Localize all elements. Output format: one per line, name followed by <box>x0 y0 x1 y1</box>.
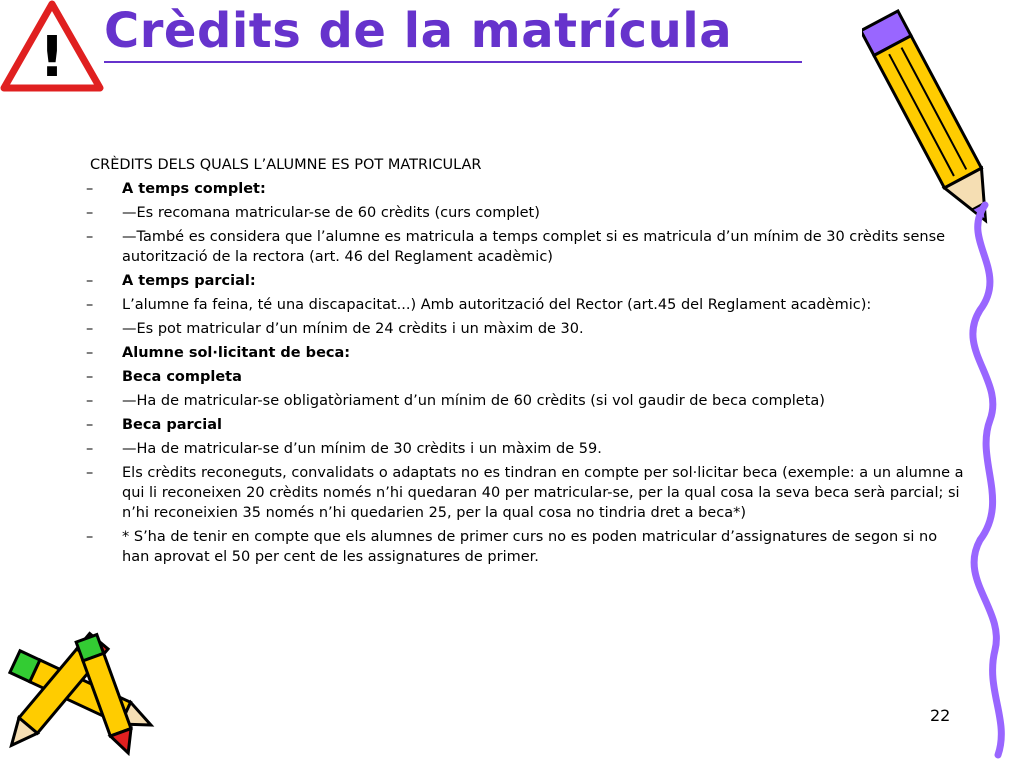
bullet-item <box>86 463 966 523</box>
bullet-text: —També es considera que l’alumne es matricula a temps complet si es matricula d’un mínim de 30 crèdits sense autorització de la rectora (art. 46 del Reglament acadèmic) <box>122 229 946 265</box>
bullet-text: A temps parcial: <box>122 273 256 289</box>
bullet-item <box>86 343 966 363</box>
bullet-text: Beca completa <box>122 369 242 385</box>
bullet-item <box>86 271 966 291</box>
dash-marker: – <box>86 369 94 385</box>
content-heading: CRÈDITS DELS QUALS L’ALUMNE ES POT MATRICULAR <box>90 157 482 173</box>
bullet-item <box>86 203 966 223</box>
bullet-item <box>86 179 966 199</box>
dash-marker: – <box>86 273 94 289</box>
dash-marker: – <box>86 205 94 221</box>
dash-marker: – <box>86 441 94 457</box>
bullet-text: Els crèdits reconeguts, convalidats o adaptats no es tindran en compte per sol·licitar beca (exemple: a un alumne a qui li reconeixen 20 crèdits només n’hi quedaran 40 per matricular-se, per la qual cosa la seva beca serà parcial; si n’hi reconeixien 35 només n’hi quedarien 25, per la qual cosa no tindria dret a beca*) <box>122 465 964 521</box>
bullet-item <box>86 527 966 567</box>
dash-marker: – <box>86 345 94 361</box>
bullet-text: —Es pot matricular d’un mínim de 24 crèdits i un màxim de 30. <box>122 321 584 337</box>
slide-body <box>86 155 966 571</box>
bullet-text: —Ha de matricular-se d’un mínim de 30 crèdits i un màxim de 59. <box>122 441 602 457</box>
bullet-item <box>86 439 966 459</box>
bullet-text: * S’ha de tenir en compte que els alumnes de primer curs no es poden matricular d’assignatures de segon si no han aprovat el 50 per cent de les assignatures de primer. <box>122 529 938 565</box>
bullet-item <box>86 415 966 435</box>
dash-marker: – <box>86 181 94 197</box>
bullet-item <box>86 295 966 315</box>
title-underline <box>104 61 802 63</box>
bullet-text: L’alumne fa feina, té una discapacitat...) Amb autorització del Rector (art.45 del Reglament acadèmic): <box>122 297 872 313</box>
dash-marker: – <box>86 465 94 481</box>
bullet-item <box>86 227 966 267</box>
slide-title: Crèdits de la matrícula <box>104 3 733 59</box>
dash-marker: – <box>86 229 94 245</box>
bullet-text: Beca parcial <box>122 417 222 433</box>
warning-sign-icon <box>0 0 104 92</box>
page-number: 22 <box>930 706 951 725</box>
dash-marker: – <box>86 393 94 409</box>
bullet-item <box>86 367 966 387</box>
dash-marker: – <box>86 417 94 433</box>
bullet-text: —Ha de matricular-se obligatòriament d’un mínim de 60 crèdits (si vol gaudir de beca completa) <box>122 393 825 409</box>
dash-marker: – <box>86 529 94 545</box>
bullet-text: Alumne sol·licitant de beca: <box>122 345 351 361</box>
bullet-text: A temps complet: <box>122 181 266 197</box>
dash-marker: – <box>86 297 94 313</box>
bullet-item <box>86 391 966 411</box>
bullet-item <box>86 319 966 339</box>
svg-text:!: ! <box>39 25 65 90</box>
bullet-list <box>86 179 966 567</box>
crossed-pencils-icon <box>0 620 170 760</box>
dash-marker: – <box>86 321 94 337</box>
bullet-text: —Es recomana matricular-se de 60 crèdits (curs complet) <box>122 205 540 221</box>
